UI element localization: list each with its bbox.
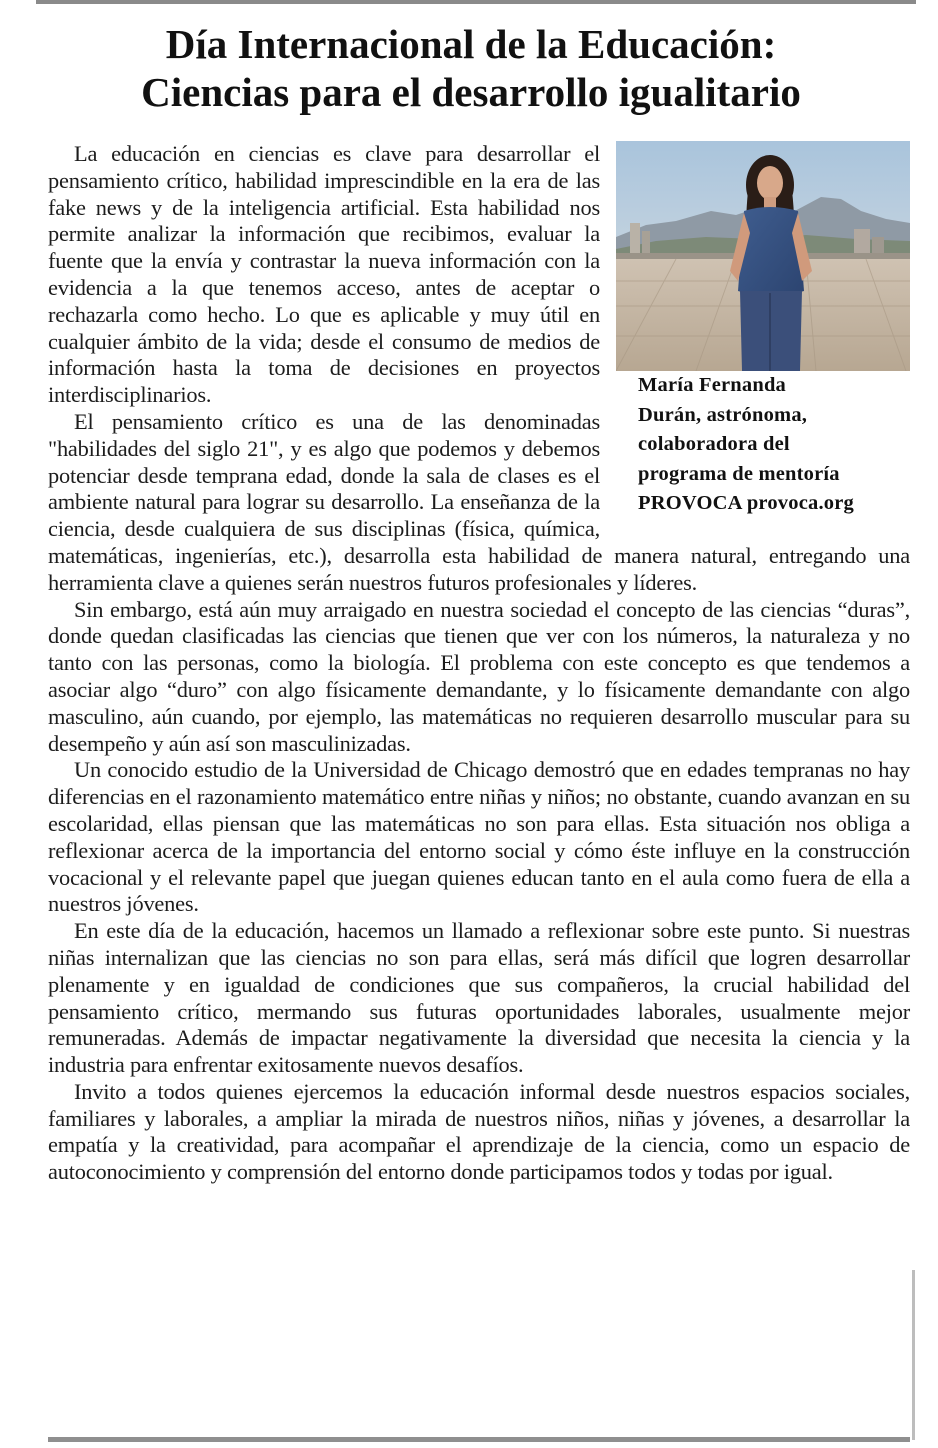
paragraph-4: Un conocido estudio de la Universidad de Chicago demostró que en edades tempranas no hay diferencias en el razonamiento matemático entre niñas y niños; no obstante, cuando avanzan en su escolaridad, ellas piensan que las matemáticas no son para ellas. Esta situación nos obliga a reflexionar acerca de la importancia del entorno social y cómo éste influye en la construcción vocacional y el relevante papel que juegan quienes educan tanto en el aula como fuera de ella a nuestros jóvenes. xyxy=(48,757,910,917)
paragraph-2: El pensamiento crítico es una de las denominadas "habilidades del siglo 21", y es algo que podemos y debemos potenciar desde temprana edad, donde la sala de clases es el ambiente natural para lograr su desarrollo. La enseñanza de la ciencia, desde cualquiera de sus disciplinas (física, química, matemáticas, ingenierías, etc.), desarrolla esta habilidad de manera natural, entregando una herramienta clave a quienes serán nuestros futuros profesionales y líderes. xyxy=(48,408,910,595)
photo-block xyxy=(612,141,910,537)
paragraph-3: Sin embargo, está aún muy arraigado en nuestra sociedad el concepto de las ciencias “duras”, donde quedan clasificadas las ciencias que tienen que ver con los números, la naturaleza y no tanto con las personas, como la biología. El problema con este concepto es que tendemos a asociar algo “duro” con algo físicamente demandante, y lo físicamente demandante con algo masculino, aún cuando, por ejemplo, las matemáticas no requieren desarrollo muscular para su desempeño y aún así son masculinizadas. xyxy=(48,596,910,756)
paragraph-1: La educación en ciencias es clave para desarrollar el pensamiento crítico, habilidad imprescindible en la era de las fake news y de la inteligencia artificial. Esta habilidad nos permite analizar la información que recibimos, evaluar la fuente que la envía y contrastar la nueva información con la evidencia a la que tenemos acceso, antes de aceptar o rechazarla como hecho. Lo que es aplicable y muy útil en cualquier ámbito de la vida; desde el consumo de medios de información hasta la toma de decisiones en proyectos interdisciplinarios. xyxy=(48,141,600,408)
paragraph-5: En este día de la educación, hacemos un llamado a reflexionar sobre este punto. Si nuestras niñas internalizan que las ciencias no son para ellas, será más difícil que logren desarrollar plenamente y en igualdad de condiciones que sus compañeros, la crucial habilidad del pensamiento crítico, mermando sus futuras oportunidades laborales, usualmente mejor remuneradas. Además de impactar negativamente la diversidad que necesita la ciencia y la industria para enfrentar exitosamente nuevos desafíos. xyxy=(48,918,910,1078)
caption-line-3: colaboradora del xyxy=(638,433,790,455)
headline xyxy=(40,20,902,116)
headline-line-2: Ciencias para el desarrollo igualitario xyxy=(141,69,801,115)
top-rule xyxy=(36,0,916,4)
caption-line-4: programa de mentoría xyxy=(638,462,840,485)
headline-line-1: Día Internacional de la Educación: xyxy=(165,21,777,67)
caption-line-2: Durán, astrónoma, xyxy=(638,403,808,426)
right-edge-rule xyxy=(912,1270,915,1440)
bottom-rule xyxy=(48,1437,910,1442)
paragraph-6: Invito a todos quienes ejercemos la educación informal desde nuestros espacios sociales, familiares y laborales, a ampliar la mirada de nuestros niños, niñas y jóvenes, a desarrollar la empatía y la creatividad, para acompañar el aprendizaje de la ciencia, como un espacio de autoconocimiento y comprensión del entorno donde participamos todos y todas por igual. xyxy=(48,1078,910,1185)
caption-line-5: PROVOCA provoca.org xyxy=(638,492,854,514)
photo-caption xyxy=(612,371,910,519)
caption-line-1: María Fernanda xyxy=(638,374,786,396)
article-body xyxy=(48,141,910,1401)
portrait-photo xyxy=(616,141,910,371)
